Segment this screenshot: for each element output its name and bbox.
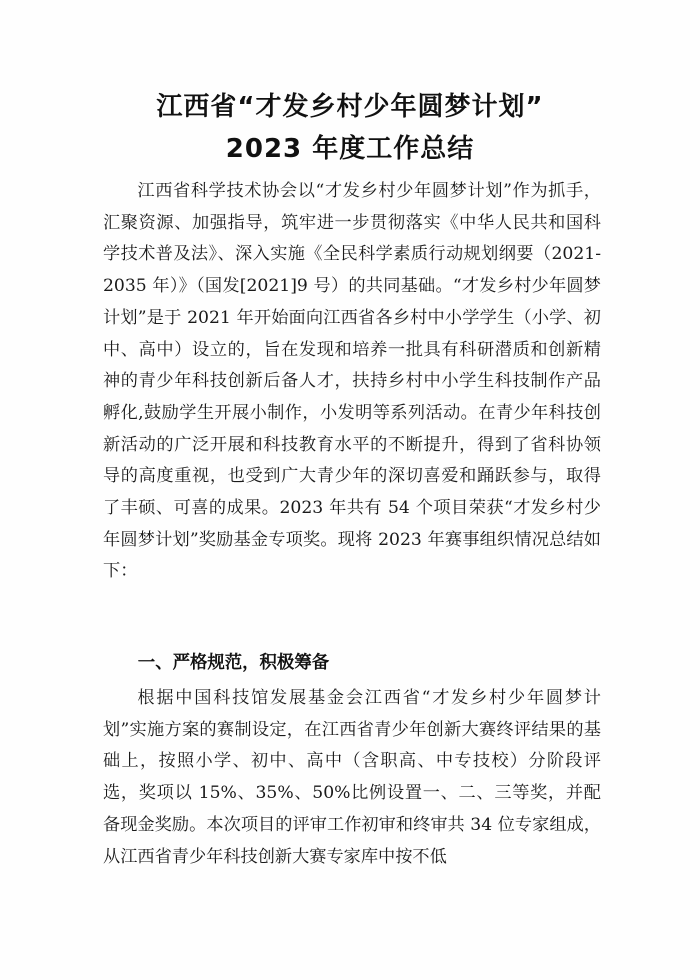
- intro-paragraph: 江西省科学技术协会以“才发乡村少年圆梦计划”作为抓手，汇聚资源、加强指导，筑牢进一步贯彻落实《中华人民共和国科学技术普及法》、深入实施《全民科学素质行动规划纲要（2021-2035 年）》（国发[2021]9 号）的共同基础。“才发乡村少年圆梦计划”是于 2021 年开始面向江西省各乡村中小学学生（小学、初中、高中）设立的，旨在发现和培养一批具有科研潜质和创新精神的青少年科技创新后备人才，扶持乡村中小学生科技制作产品孵化,鼓励学生开展小制作，小发明等系列活动。在青少年科技创新活动的广泛开展和科技教育水平的不断提升，得到了省科协领导的高度重视，也受到广大青少年的深切喜爱和踊跃参与，取得了丰硕、可喜的成果。2023 年共有 54 个项目荣获“才发乡村少年圆梦计划”奖励基金专项奖。现将 2023 年赛事组织情况总结如下：: [103, 181, 601, 582]
- document-subtitle: 2023 年度工作总结: [225, 134, 475, 164]
- section-heading: 一、严格规范，积极筹备: [137, 653, 330, 673]
- section-paragraph: 根据中国科技馆发展基金会江西省“才发乡村少年圆梦计划”实施方案的赛制设定，在江西省青少年创新大赛终评结果的基础上，按照小学、初中、高中（含职高、中专技校）分阶段评选，奖项以 15%、35%、50%比例设置一、二、三等奖，并配备现金奖励。本次项目的评审工作初审和终审共 34 位专家组成，从江西省青少年科技创新大赛专家库中按不低: [103, 688, 601, 867]
- document-title: 江西省“才发乡村少年圆梦计划”: [156, 92, 544, 122]
